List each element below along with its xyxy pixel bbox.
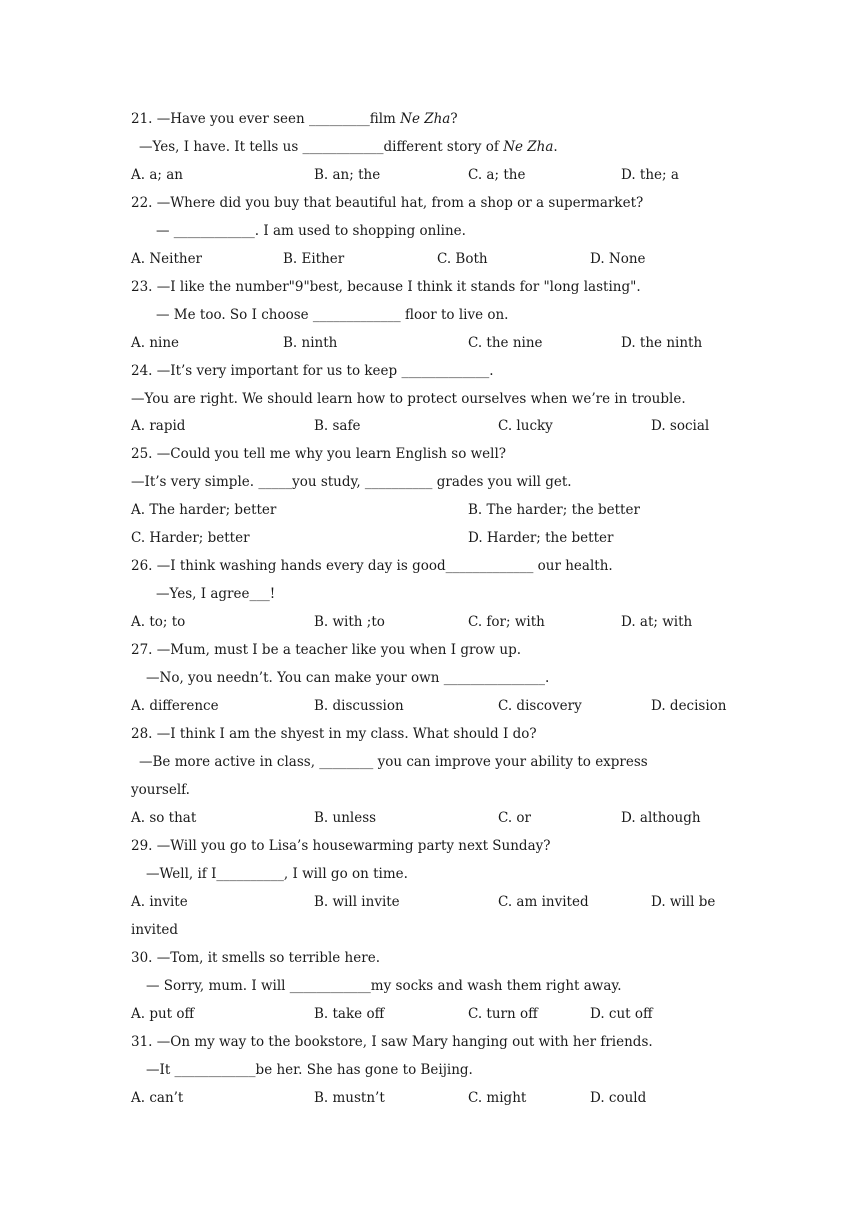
option-c: C. turn off: [468, 1006, 538, 1022]
question-text: 27. —Mum, must I be a teacher like you when I grow up.: [131, 642, 522, 658]
question-line: [139, 138, 558, 156]
option-a: A. rapid: [131, 418, 186, 434]
question-text: —You are right. We should learn how to protect ourselves when we’re in trouble.: [131, 391, 686, 407]
question-line: [131, 641, 521, 659]
option-c: C. discovery: [498, 698, 582, 714]
option-a: A. nine: [131, 335, 180, 351]
option-a: A. to; to: [131, 614, 186, 630]
question-text: —Yes, I agree___!: [156, 586, 276, 602]
question-text: yourself.: [131, 782, 190, 798]
question-line: [131, 781, 190, 799]
question-line: [131, 473, 572, 491]
question-text: —It ____________be her. She has gone to Beijing.: [146, 1062, 473, 1078]
question-text: —Be more active in class, ________ you can improve your ability to express: [139, 754, 648, 770]
option-d: D. None: [590, 251, 646, 267]
question-line: [131, 1033, 653, 1051]
question-line: [156, 585, 275, 603]
question-text: — Me too. So I choose _____________ floor to live on.: [156, 307, 509, 323]
option-a: A. so that: [131, 810, 197, 826]
question-text: 30. —Tom, it smells so terrible here.: [131, 950, 380, 966]
option-c: C. or: [498, 810, 532, 826]
option-d: D. will be: [651, 894, 716, 910]
question-text: 29. —Will you go to Lisa’s housewarming party next Sunday?: [131, 838, 551, 854]
question-text: 23. —I like the number"9"best, because I think it stands for "long lasting".: [131, 279, 641, 295]
option-wrap-text: invited: [131, 922, 179, 938]
option-d: D. the; a: [621, 167, 679, 183]
option-a: A. put off: [131, 1006, 195, 1022]
italic-title: Ne Zha: [503, 139, 554, 155]
question-text: 22. —Where did you buy that beautiful hat, from a shop or a supermarket?: [131, 195, 644, 211]
question-line: [131, 194, 643, 212]
option-c: C. for; with: [468, 614, 545, 630]
question-line: [131, 278, 641, 296]
question-line: [131, 557, 613, 575]
option-d: D. social: [651, 418, 710, 434]
question-text: 26. —I think washing hands every day is good_____________ our health.: [131, 558, 613, 574]
question-line: [131, 390, 686, 408]
question-line: [146, 865, 408, 883]
option-b: B. discussion: [314, 698, 404, 714]
question-text: 31. —On my way to the bookstore, I saw Mary hanging out with her friends.: [131, 1034, 653, 1050]
question-line: [146, 669, 549, 687]
italic-title: Ne Zha: [400, 111, 451, 127]
question-text-end: .: [553, 139, 558, 155]
question-line: [131, 837, 551, 855]
option-d: D. could: [590, 1090, 647, 1106]
option-c: C. Harder; better: [131, 530, 250, 546]
option-c: C. the nine: [468, 335, 543, 351]
option-d: D. the ninth: [621, 335, 703, 351]
option-a: A. The harder; better: [131, 502, 277, 518]
option-b: B. with ;to: [314, 614, 385, 630]
option-b: B. unless: [314, 810, 377, 826]
option-b: B. take off: [314, 1006, 385, 1022]
question-line: [131, 949, 380, 967]
option-a: A. Neither: [131, 251, 203, 267]
question-text: — ____________. I am used to shopping online.: [156, 223, 466, 239]
option-b: B. an; the: [314, 167, 381, 183]
option-b: B. Either: [283, 251, 345, 267]
option-c: C. am invited: [498, 894, 589, 910]
question-text: —Yes, I have. It tells us ____________different story of: [139, 139, 504, 155]
option-b: B. ninth: [283, 335, 338, 351]
option-a: A. invite: [131, 894, 188, 910]
question-line: [146, 1061, 473, 1079]
question-line: [131, 362, 494, 380]
option-b: B. will invite: [314, 894, 400, 910]
question-line: [131, 110, 458, 128]
option-d: D. cut off: [590, 1006, 653, 1022]
question-line: [156, 306, 508, 324]
option-d: D. at; with: [621, 614, 693, 630]
option-d: D. Harder; the better: [468, 530, 614, 546]
question-line: [146, 977, 622, 995]
option-a: A. difference: [131, 698, 219, 714]
question-line: [131, 445, 506, 463]
question-text: —It’s very simple. _____you study, __________ grades you will get.: [131, 474, 572, 490]
question-text-end: ?: [450, 111, 458, 127]
question-text: 25. —Could you tell me why you learn English so well?: [131, 446, 507, 462]
question-text: — Sorry, mum. I will ____________my socks and wash them right away.: [146, 978, 622, 994]
option-b: B. The harder; the better: [468, 502, 640, 518]
question-line: [131, 725, 537, 743]
question-text: 28. —I think I am the shyest in my class. What should I do?: [131, 726, 537, 742]
option-a: A. can’t: [131, 1090, 184, 1106]
question-line: [156, 222, 466, 240]
option-a: A. a; an: [131, 167, 183, 183]
option-d: D. decision: [651, 698, 727, 714]
question-text: 24. —It’s very important for us to keep _____________.: [131, 363, 494, 379]
option-d: D. although: [621, 810, 701, 826]
option-b: B. mustn’t: [314, 1090, 385, 1106]
question-text: 21. —Have you ever seen _________film: [131, 111, 401, 127]
option-c: C. might: [468, 1090, 527, 1106]
option-c: C. Both: [437, 251, 488, 267]
option-b: B. safe: [314, 418, 361, 434]
option-c: C. a; the: [468, 167, 526, 183]
option-c: C. lucky: [498, 418, 553, 434]
question-line: [139, 753, 648, 771]
question-text: —No, you needn’t. You can make your own _______________.: [146, 670, 550, 686]
question-text: —Well, if I__________, I will go on time.: [146, 866, 408, 882]
